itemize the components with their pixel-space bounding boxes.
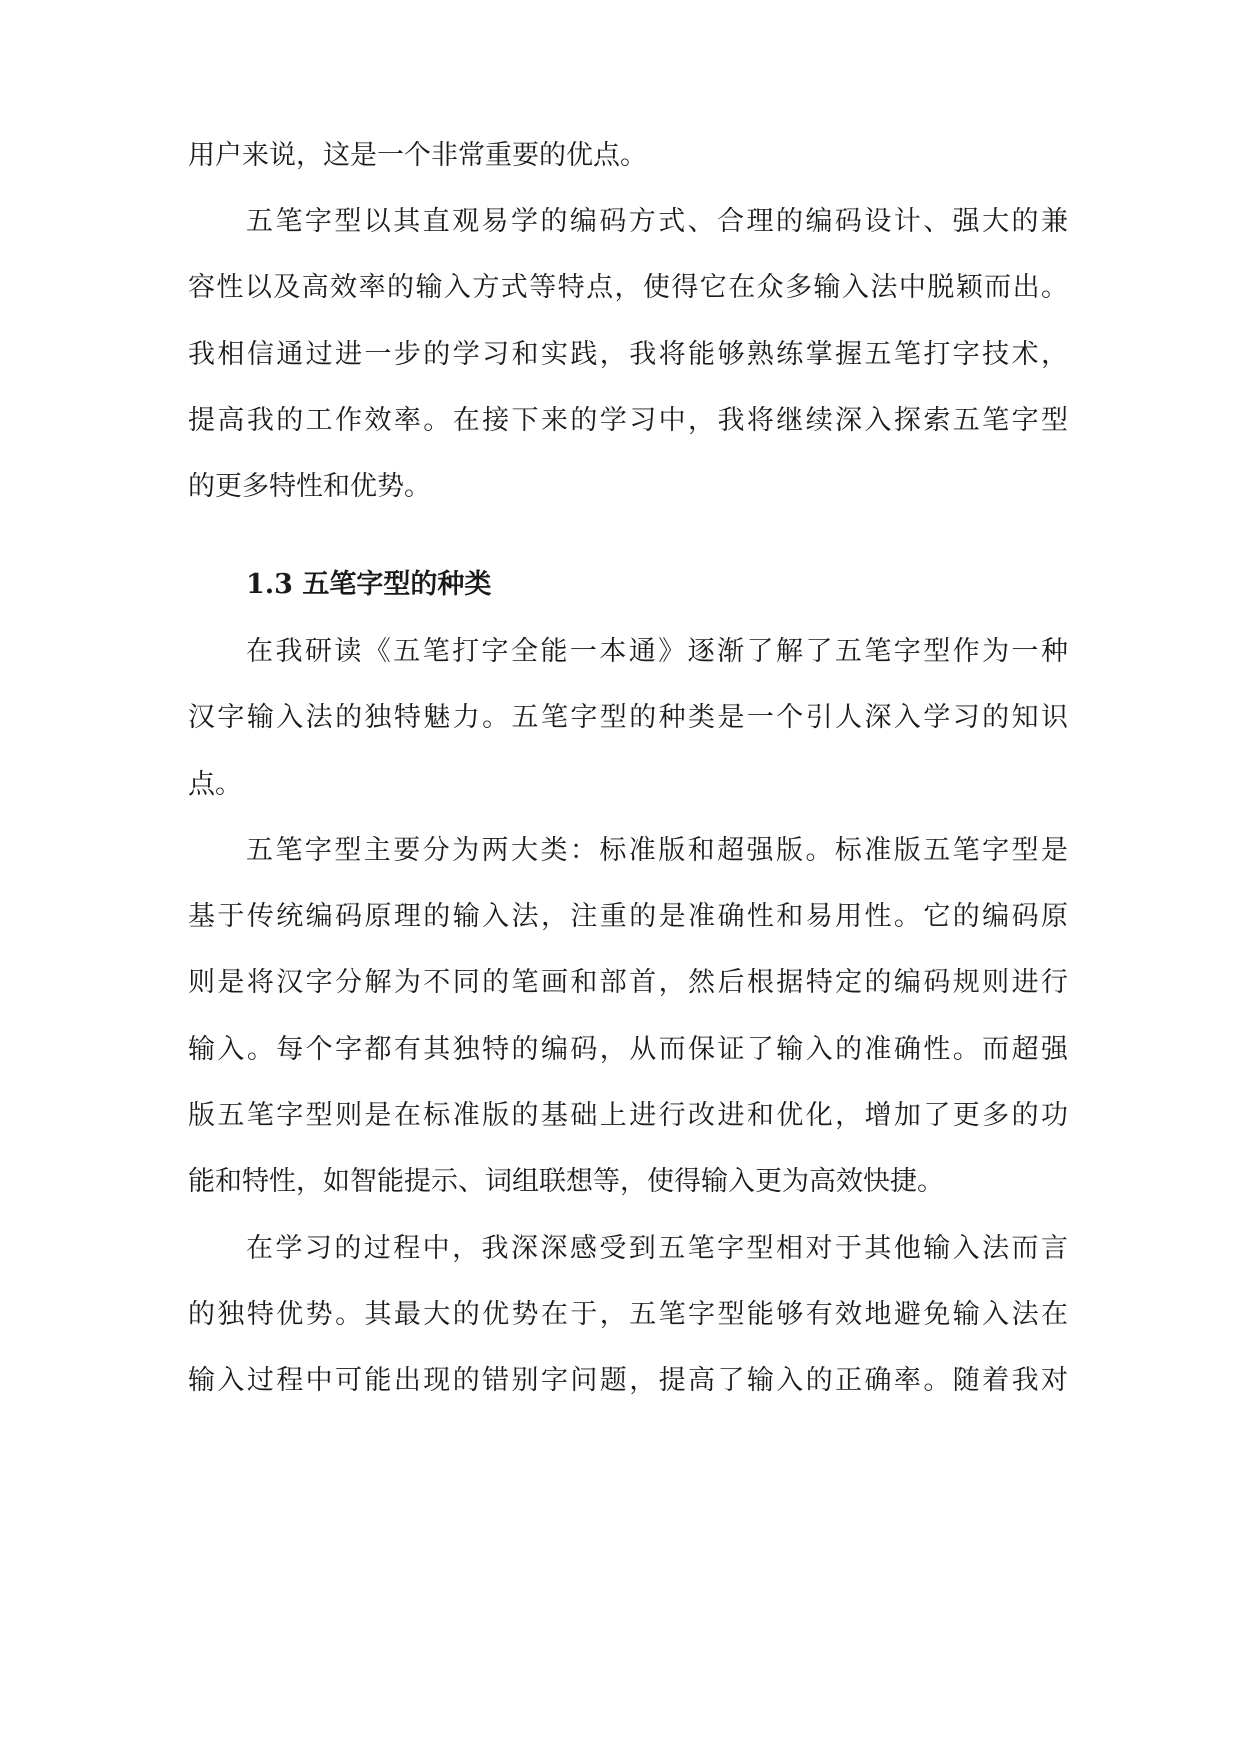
paragraph-line: 在我研读《五笔打字全能一本通》逐渐了解了五笔字型作为一种: [246, 636, 1068, 667]
paragraph-line: 五笔字型以其直观易学的编码方式、合理的编码设计、强大的兼: [246, 206, 1068, 237]
paragraph-line: 点。: [188, 769, 242, 800]
paragraph-line: 版五笔字型则是在标准版的基础上进行改进和优化，增加了更多的功: [188, 1100, 1068, 1131]
paragraph-line: 输入。每个字都有其独特的编码，从而保证了输入的准确性。而超强: [188, 1034, 1068, 1065]
paragraph-line: 能和特性，如智能提示、词组联想等，使得输入更为高效快捷。: [188, 1166, 944, 1197]
paragraph-line: 五笔字型主要分为两大类：标准版和超强版。标准版五笔字型是: [246, 835, 1068, 866]
paragraph-line: 在学习的过程中，我深深感受到五笔字型相对于其他输入法而言: [246, 1233, 1068, 1264]
section-heading: 1.3 五笔字型的种类: [246, 569, 492, 600]
paragraph-line: 我相信通过进一步的学习和实践，我将能够熟练掌握五笔打字技术，: [188, 339, 1068, 370]
paragraph-line: 输入过程中可能出现的错别字问题，提高了输入的正确率。随着我对: [188, 1365, 1068, 1396]
paragraph-line: 容性以及高效率的输入方式等特点，使得它在众多输入法中脱颖而出。: [188, 272, 1068, 303]
paragraph-line: 用户来说，这是一个非常重要的优点。: [188, 140, 647, 171]
paragraph-line: 的独特优势。其最大的优势在于，五笔字型能够有效地避免输入法在: [188, 1299, 1068, 1330]
paragraph-line: 的更多特性和优势。: [188, 471, 431, 502]
paragraph-line: 则是将汉字分解为不同的笔画和部首，然后根据特定的编码规则进行: [188, 967, 1068, 998]
paragraph-line: 汉字输入法的独特魅力。五笔字型的种类是一个引人深入学习的知识: [188, 702, 1068, 733]
paragraph-line: 基于传统编码原理的输入法，注重的是准确性和易用性。它的编码原: [188, 901, 1068, 932]
paragraph-line: 提高我的工作效率。在接下来的学习中，我将继续深入探索五笔字型: [188, 405, 1068, 436]
